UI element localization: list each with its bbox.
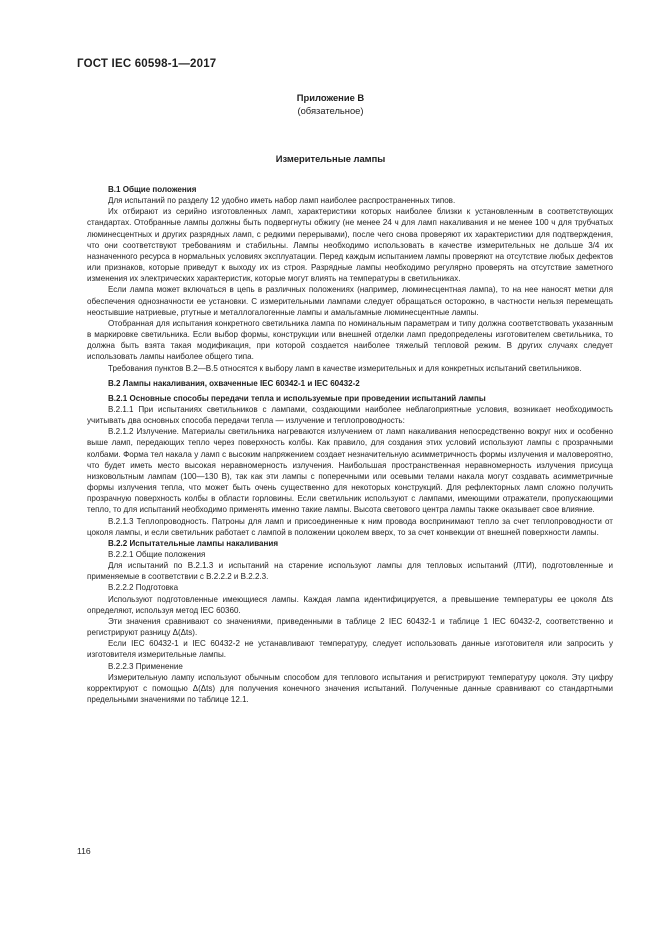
subsection-heading: В.2 Лампы накаливания, охваченные IEC 60342-1 и IEC 60432-2	[108, 378, 360, 388]
body-paragraph: Их отбирают из серийно изготовленных ламп, характеристики которых наиболее близки к установленным в соответствующих стандартах. Отобранные лампы должны быть подвергнуты обжигу (не менее 24 ч для ламп накаливания и не менее 100 ч для трубчатых люминесцентных и других разрядных ламп, с редкими перерывами), после чего снова проверяют их характеристики для подтверждения, что они соответствуют требованиям и стабильны. Лампы необходимо использовать в качестве измерительных не дольше 3/4 их назначенного ресурса в нормальных условиях эксплуатации. Перед каждым испытанием лампы проверяют на отсутствие любых дефектов или признаков, которые приведут к выходу их из строя. Разрядные лампы необходимо регулярно проверять на отсутствие заметного изменения их электрических характеристик, которые могут влиять на температуры в светильниках.	[87, 207, 613, 284]
clause-label: В.2.2.3 Применение	[108, 661, 183, 671]
body-paragraph: Если лампа может включаться в цепь в различных положениях (например, люминесцентная лампа), то на нее наносят метки для обеспечения однозначности ее установки. С измерительными лампами следует обращаться осторожно, в частности нельзя перемещать неостывшие натриевые, ртутные и металлогалогенные лампы и амальгамные люминесцентные лампы.	[87, 285, 613, 317]
clause-heading: В.2.2 Испытательные лампы накаливания	[108, 538, 279, 548]
clause-heading: В.2.1 Основные способы передачи тепла и используемые при проведении испытаний лампы	[108, 393, 486, 403]
section-title: Измерительные лампы	[275, 153, 386, 164]
body-paragraph: Используют подготовленные имеющиеся лампы. Каждая лампа идентифицируется, а превышение температуры ее цоколя Δts определяют, используя метод IEC 60360.	[87, 594, 613, 615]
subsection-heading: В.1 Общие положения	[108, 185, 197, 194]
page-number: 116	[77, 846, 91, 856]
body-paragraph: Требования пунктов В.2—В.5 относятся к выбору ламп в качестве измерительных и для конкретных испытаний светильников.	[108, 363, 582, 373]
body-paragraph: В.2.1.2 Излучение. Материалы светильника нагреваются излучением от ламп накаливания непосредственно вокруг них и особенно выше ламп, передающих тепло через поверхность колбы. Как правило, для создания этих условий используют лампы с прозрачными колбами. Форма тел накала у ламп с высоким напряжением создает незначительную асимметричность формы излучения и маловероятно, что будет иметь место высокая неравномерность излучения. Наибольшая пространственная неравномерность излучения присуща низковольтным лампам (100—130 В), так как эти лампы с поперечными или осевыми телами накала могут создавать асимметричные формы излучения тепла, что может быть очень существенно для некоторых конструкций. Для рефлекторных ламп сложно получить прозрачную поверхность колбы в области горловины. Если светильник используют с лампами, имеющими отражатели, пропускающими тепло, то для испытаний необходимо применять именно такие лампы. Высота светового центра лампы также оказывает свое влияние.	[87, 427, 613, 515]
document-header: ГОСТ IEC 60598-1—2017	[77, 58, 217, 70]
body-paragraph: В.2.1.1 При испытаниях светильников с лампами, создающими наиболее неблагоприятные условия, возникает необходимость учитывать два основных способа передачи тепла — излучение и теплопроводность:	[87, 404, 613, 426]
body-paragraph: Для испытаний по разделу 12 удобно иметь набор ламп наиболее распространенных типов.	[108, 196, 456, 206]
body-paragraph: Эти значения сравнивают со значениями, приведенными в таблице 2 IEC 60432-1 и таблице 1 IEC 60432-2, соответственно и регистрируют разницу Δ(Δts).	[87, 616, 613, 638]
clause-label: В.2.2.1 Общие положения	[108, 550, 206, 559]
body-paragraph: Измерительную лампу используют обычным способом для теплового испытания и регистрируют температуру цоколя. Эту цифру корректируют с помощью Δ(Δts) для получения конечного значения испытаний. Полученные данные сравнивают со стандартными предельными значениями по таблице 12.1.	[87, 672, 613, 705]
body-paragraph: Для испытаний по В.2.1.3 и испытаний на старение используют лампы для тепловых испытаний (ЛТИ), подготовленные и применяемые в соответствии с В.2.2.2 и В.2.2.3.	[87, 561, 613, 582]
document-body	[87, 183, 613, 705]
body-paragraph: Если IEC 60432-1 и IEC 60432-2 не устанавливают температуру, следует использовать данные изготовителя или запросить у изготовителя измерительные лампы.	[87, 639, 613, 660]
appendix-title: Приложение В	[296, 92, 365, 103]
clause-label: В.2.2.2 Подготовка	[108, 583, 179, 593]
body-paragraph: В.2.1.3 Теплопроводность. Патроны для ламп и присоединенные к ним провода воспринимают тепло за счет теплопроводности от цоколя лампы, и если светильник работает с лампой в положении цоколем вверх, то за счет конвекции от внешней поверхности лампы.	[87, 516, 613, 537]
appendix-heading	[0, 91, 661, 117]
body-paragraph: Отобранная для испытания конкретного светильника лампа по номинальным параметрам и типу должна соответствовать указанным в маркировке светильника. Если выбор формы, конструкции или внешней отделки ламп предопределены изготовителем светильника, то должна быть взята такая модификация, при которой создается наиболее тяжелый тепловой режим. В других случаях следует использовать лампы наиболее общего типа.	[87, 318, 613, 362]
appendix-subtitle: (обязательное)	[297, 105, 364, 116]
